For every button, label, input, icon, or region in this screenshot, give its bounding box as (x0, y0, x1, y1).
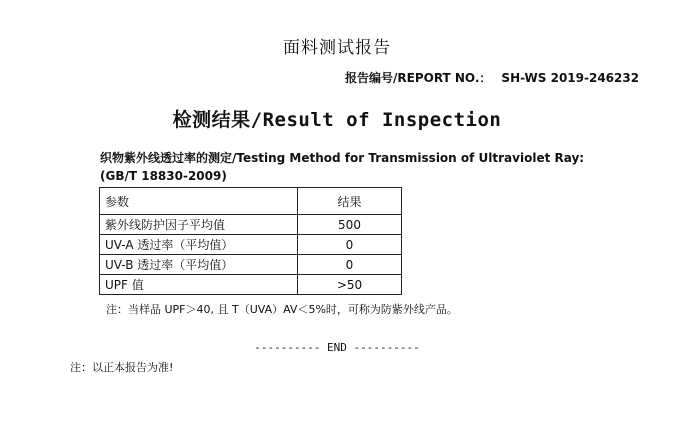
table-header-row (100, 188, 402, 215)
header-result: 结果 (298, 188, 402, 215)
section-title: 检测结果/Result of Inspection (172, 109, 502, 131)
end-marker: ---------- END ---------- (254, 341, 420, 354)
table-note: 注：当样品 UPF＞40, 且 T（UVA）AV＜5%时，可称为防紫外线产品。 (106, 303, 458, 316)
table-row (100, 235, 402, 255)
results-table (99, 187, 402, 295)
row-parameter: UPF 值 (100, 275, 298, 295)
row-parameter: UV-B 透过率（平均值） (100, 255, 298, 275)
test-method: 织物紫外线透过率的测定/Testing Method for Transmission of Ultraviolet Ray:(GB/T 18830-2009) (100, 151, 585, 183)
report-number-label: 报告编号/REPORT NO.： (345, 71, 492, 85)
row-result: 0 (298, 235, 402, 255)
row-result: 0 (298, 255, 402, 275)
report-number-value: SH-WS 2019-246232 (501, 71, 640, 85)
footer-note: 注：以正本报告为准! (70, 361, 174, 374)
table-row (100, 275, 402, 295)
report-number (345, 69, 639, 86)
table-row (100, 215, 402, 235)
row-result: >50 (298, 275, 402, 295)
header-parameter: 参数 (100, 188, 298, 215)
row-parameter: 紫外线防护因子平均值 (100, 215, 298, 235)
report-title: 面料测试报告 (283, 38, 391, 58)
row-result: 500 (298, 215, 402, 235)
table-row (100, 255, 402, 275)
row-parameter: UV-A 透过率（平均值） (100, 235, 298, 255)
